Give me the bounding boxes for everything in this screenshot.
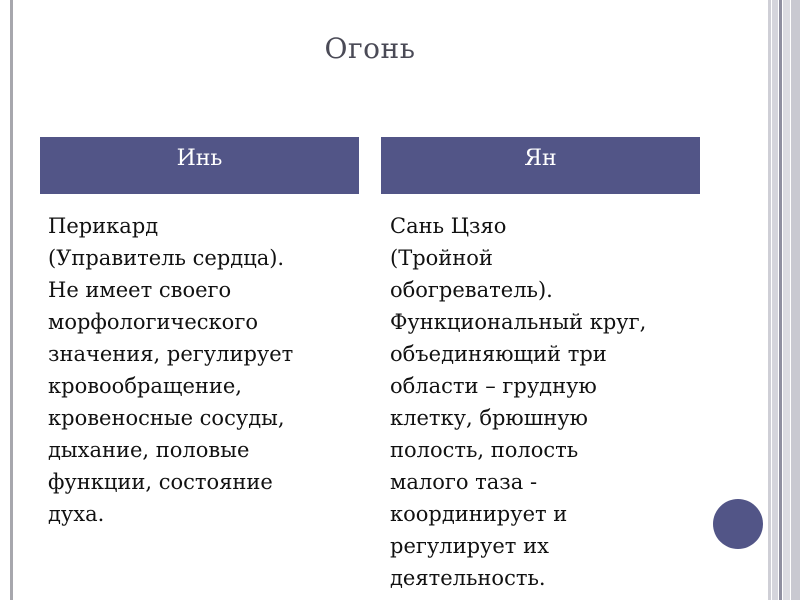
decorative-stripe: [791, 0, 800, 600]
yang-header: Ян: [381, 137, 700, 194]
decorative-stripe: [783, 0, 790, 600]
yang-description: Сань Цзяо (Тройной обогреватель). Функциональный круг, объединяющий три области – грудную клетку, брюшную полость, полость малого таза - координирует и регулирует их деятельность.: [390, 214, 647, 590]
decorative-stripe: [772, 0, 778, 600]
yin-header: Инь: [40, 137, 359, 194]
decorative-stripe: [779, 0, 782, 600]
slide-left-border: [10, 0, 13, 600]
slide-title: Огонь: [324, 32, 416, 65]
slide-left-margin: [0, 0, 10, 600]
yin-description: Перикард (Управитель сердца). Не имеет своего морфологического значения, регулирует кровообращение, кровеносные сосуды, дыхание, половые функции, состояние духа.: [48, 214, 294, 526]
decorative-stripe: [768, 0, 771, 600]
decorative-circle: [713, 499, 763, 549]
